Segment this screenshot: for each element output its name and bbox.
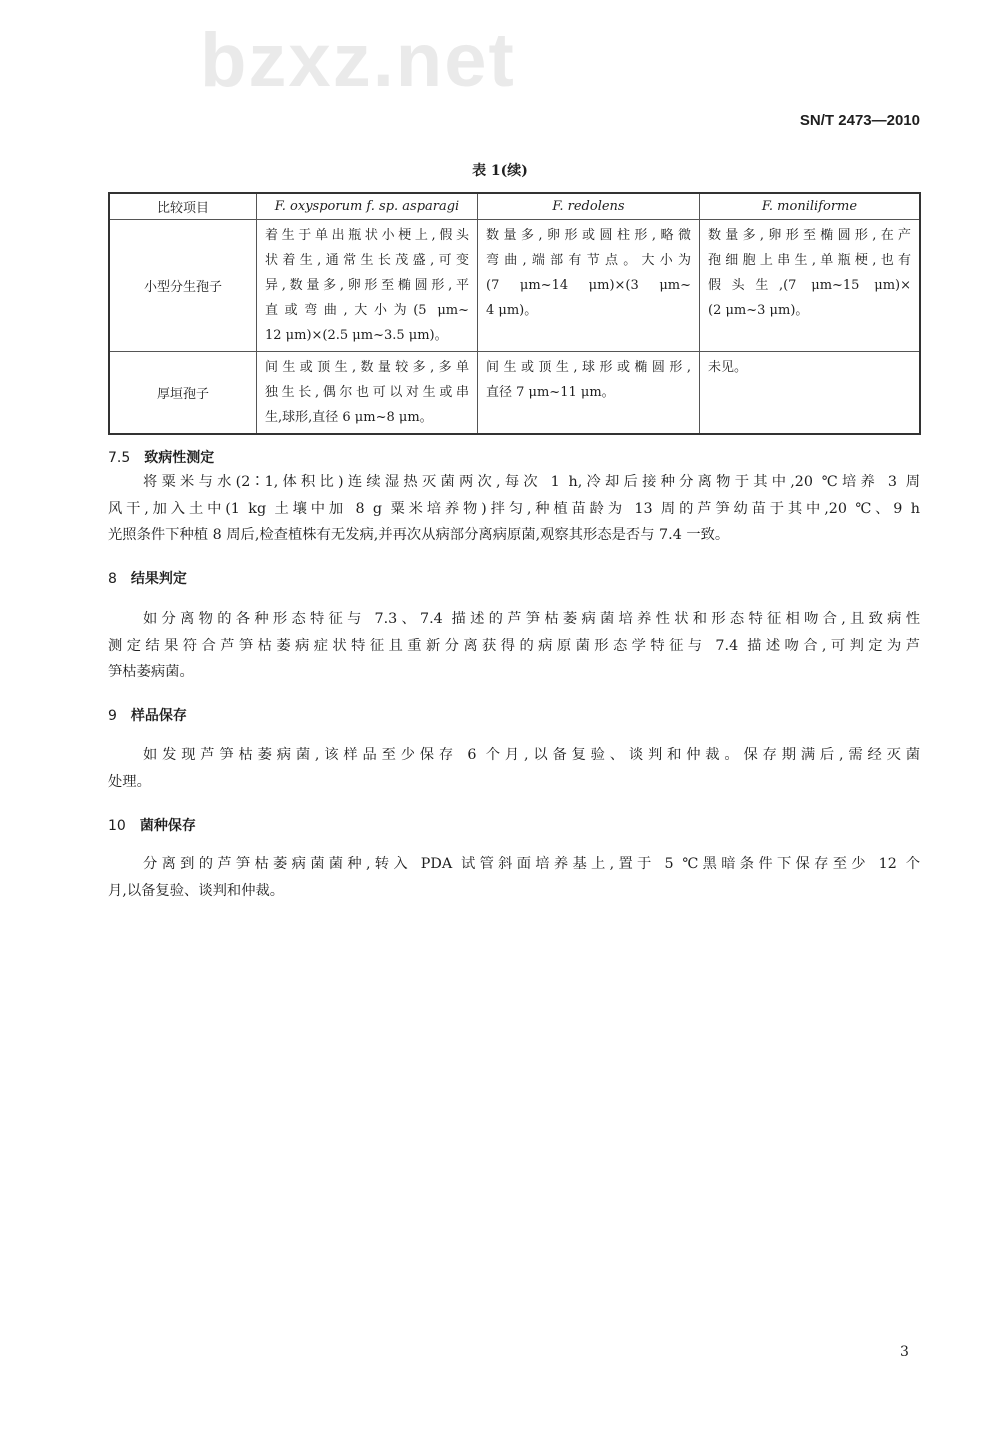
- standard-number: SN/T 2473—2010: [799, 112, 920, 129]
- row-label: 小型分生孢子: [109, 220, 257, 352]
- section-heading: [108, 568, 187, 588]
- text-line: 将粟米与水(2∶1,体积比)连续湿热灭菌两次,每次 1 h,冷却后接种分离物于其中,20 ℃培养 3 周: [143, 474, 920, 490]
- table-caption: 表 1(续): [472, 163, 528, 179]
- section-heading: [108, 705, 187, 725]
- section-heading: [108, 815, 196, 835]
- text-line: 弯曲,端部有节点。大小为: [486, 253, 691, 268]
- text-line: 如发现芦笋枯萎病菌,该样品至少保存 6 个月,以备复验、谈判和仲裁。保存期满后,需经灭菌: [143, 747, 920, 763]
- table-header: F. moniliforme: [700, 193, 921, 220]
- text-line: 12 μm)×(2.5 μm~3.5 μm)。: [265, 328, 448, 343]
- text-line: 测定结果符合芦笋枯萎病症状特征且重新分离获得的病原菌形态学特征与 7.4 描述吻合,可判定为芦: [108, 637, 920, 654]
- text-line: 假头生,(7 μm~15 μm)×: [708, 278, 911, 293]
- section-paragraph: [108, 469, 920, 549]
- row-label: 厚垣孢子: [109, 352, 257, 435]
- text-line: 笋枯萎病菌。: [108, 664, 194, 680]
- table-header: 比较项目: [109, 193, 257, 220]
- text-line: 数量多,卵形或圆柱形,略微: [486, 228, 691, 243]
- text-line: 风干,加入土中(1 kg 土壤中加 8 g 粟米培养物)拌匀,种植苗龄为 13 周的芦笋幼苗于其中,20 ℃、9 h: [108, 500, 920, 517]
- section-title: 样品保存: [130, 708, 187, 724]
- text-line: 数量多,卵形至椭圆形,在产: [708, 228, 911, 243]
- text-line: 如分离物的各种形态特征与 7.3、7.4 描述的芦笋枯萎病菌培养性状和形态特征相吻合,且致病性: [143, 611, 920, 627]
- section-number: 8: [108, 571, 117, 587]
- text-line: 间生或顶生,球形或椭圆形,: [486, 360, 691, 375]
- table-cell: [700, 352, 921, 435]
- table-row: [109, 220, 920, 352]
- table-cell: [257, 220, 478, 352]
- table-cell: [478, 352, 700, 435]
- text-line: 直径 7 μm~11 μm。: [486, 385, 615, 400]
- text-line: (7 μm~14 μm)×(3 μm~: [486, 278, 691, 293]
- text-line: 间生或顶生,数量较多,多单: [265, 360, 469, 375]
- page-number: 3: [900, 1344, 909, 1360]
- text-line: 着生于单出瓶状小梗上,假头: [265, 228, 469, 243]
- text-line: 未见。: [708, 360, 748, 375]
- text-line: 孢细胞上串生,单瓶梗,也有: [708, 253, 911, 268]
- text-line: 异,数量多,卵形至椭圆形,平: [265, 278, 469, 293]
- text-line: 处理。: [108, 773, 151, 790]
- section-title: 致病性测定: [144, 450, 215, 466]
- table-cell: [700, 220, 921, 352]
- watermark: bzxz.net: [200, 18, 516, 103]
- table-cell: [478, 220, 700, 352]
- section-heading: [108, 447, 214, 467]
- text-line: 直或弯曲,大小为(5 μm~: [265, 303, 469, 318]
- text-line: 分离到的芦笋枯萎病菌菌种,转入 PDA 试管斜面培养基上,置于 5 ℃黑暗条件下保存至少 12 个: [143, 856, 920, 872]
- text-line: 月,以备复验、谈判和仲裁。: [108, 882, 285, 899]
- section-paragraph: [108, 851, 920, 904]
- text-line: (2 μm~3 μm)。: [708, 303, 809, 318]
- section-paragraph: [108, 606, 920, 686]
- text-line: 状着生,通常生长茂盛,可变: [265, 253, 469, 268]
- table-header-row: [109, 193, 920, 220]
- text-line: 独生长,偶尔也可以对生或串: [265, 385, 469, 400]
- section-title: 结果判定: [130, 571, 187, 587]
- section-number: 9: [108, 708, 117, 724]
- table-header: F. oxysporum f. sp. asparagi: [257, 193, 478, 220]
- table-row: [109, 352, 920, 435]
- text-line: 生,球形,直径 6 μm~8 μm。: [265, 410, 433, 425]
- section-title: 菌种保存: [139, 818, 196, 834]
- text-line: 4 μm)。: [486, 303, 538, 318]
- table-header: F. redolens: [478, 193, 700, 220]
- table-cell: [257, 352, 478, 435]
- section-paragraph: [108, 742, 920, 795]
- text-line: 光照条件下种植 8 周后,检查植株有无发病,并再次从病部分离病原菌,观察其形态是否与 7.4 一致。: [108, 527, 730, 543]
- section-number: 10: [108, 818, 126, 834]
- comparison-table: [108, 192, 921, 435]
- section-number: 7.5: [108, 450, 131, 466]
